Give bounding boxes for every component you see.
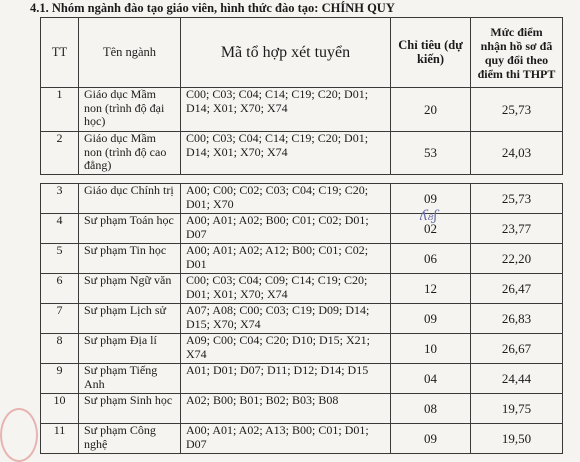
cell-ten-nganh: Giáo dục Chính trị [79,184,181,214]
cell-ma-to-hop: A01; D01; D07; D11; D12; D14; D15 [181,364,391,394]
cell-muc-diem: 19,50 [471,424,563,454]
cell-tt: 1 [41,88,79,132]
cell-chi-tieu: 09 [391,304,471,334]
cell-ma-to-hop: A07; A08; C00; C03; C19; D09; D14; D15; X70; X74 [181,304,391,334]
cell-ma-to-hop: C00; C03; C04; C14; C19; C20; D01; D14; X01; X70; X74 [181,132,391,175]
cell-chi-tieu: 09 [391,424,471,454]
seal-stamp-edge [0,408,38,462]
table-header-row [41,18,563,88]
cell-ten-nganh: Sư phạm Toán học [79,214,181,244]
cell-muc-diem: 24,03 [471,132,563,175]
cell-ma-to-hop: A00; A01; A02; A13; B00; C01; D01; D07 [181,424,391,454]
cell-ma-to-hop: A00; A01; A02; A12; B00; C01; C02; D01 [181,244,391,274]
cell-chi-tieu: 04 [391,364,471,394]
admission-table-2 [40,183,563,454]
cell-chi-tieu: 09 [391,184,471,214]
header-chi-tieu: Chỉ tiêu (dự kiến) [391,18,471,88]
cell-tt: 3 [41,184,79,214]
header-ma-to-hop: Mã tổ hợp xét tuyển [181,18,391,88]
header-ten-nganh: Tên ngành [79,18,181,88]
cell-chi-tieu: 20 [391,88,471,132]
cell-ten-nganh: Giáo dục Mầm non (trình độ đại học) [79,88,181,132]
cell-tt: 9 [41,364,79,394]
cell-ma-to-hop: A00; C00; C02; C03; C04; C19; C20; D01; X70 [181,184,391,214]
table-row [41,304,563,334]
header-muc-diem: Mức điểm nhận hồ sơ đã quy đổi theo điểm thi THPT [471,18,563,88]
cell-muc-diem: 19,75 [471,394,563,424]
cell-tt: 11 [41,424,79,454]
cell-ten-nganh: Sư phạm Sinh học [79,394,181,424]
cell-tt: 10 [41,394,79,424]
table-row [41,214,563,244]
cell-muc-diem: 26,67 [471,334,563,364]
cell-chi-tieu: 06 [391,244,471,274]
header-tt: TT [41,18,79,88]
cell-chi-tieu: 10 [391,334,471,364]
cell-chi-tieu: 53 [391,132,471,175]
cell-muc-diem: 22,20 [471,244,563,274]
cell-chi-tieu: 08 [391,394,471,424]
handwritten-mark: ʎ₈ʃ [420,208,438,224]
cell-muc-diem: 23,77 [471,214,563,244]
cell-muc-diem: 26,47 [471,274,563,304]
cell-ma-to-hop: A02; B00; B01; B02; B03; B08 [181,394,391,424]
cell-muc-diem: 26,83 [471,304,563,334]
table-row [41,364,563,394]
admission-table-1 [40,17,563,175]
cell-tt: 4 [41,214,79,244]
cell-ten-nganh: Giáo dục Mầm non (trình độ cao đẳng) [79,132,181,175]
cell-ten-nganh: Sư phạm Tin học [79,244,181,274]
cell-muc-diem: 25,73 [471,88,563,132]
table-row [41,184,563,214]
cell-ma-to-hop: A09; C00; C04; C20; D10; D15; X21; X74 [181,334,391,364]
cell-ma-to-hop: C00; C03; C04; C14; C19; C20; D01; D14; X01; X70; X74 [181,88,391,132]
cell-ten-nganh: Sư phạm Ngữ văn [79,274,181,304]
table-row [41,424,563,454]
table-row [41,394,563,424]
cell-chi-tieu: 12 [391,274,471,304]
section-heading: 4.1. Nhóm ngành đào tạo giáo viên, hình thức đào tạo: CHÍNH QUY [30,1,395,15]
cell-ma-to-hop: A00; A01; A02; B00; C01; C02; D01; D07 [181,214,391,244]
cell-chi-tieu: 02 [391,214,471,244]
table-row [41,244,563,274]
cell-tt: 7 [41,304,79,334]
cell-ten-nganh: Sư phạm Lịch sử [79,304,181,334]
table-row [41,132,563,175]
table-row [41,274,563,304]
cell-ten-nganh: Sư phạm Tiếng Anh [79,364,181,394]
cell-tt: 6 [41,274,79,304]
cell-muc-diem: 25,73 [471,184,563,214]
cell-ma-to-hop: C00; C03; C04; C09; C14; C19; C20; D01; X01; X70; X74 [181,274,391,304]
table-row [41,334,563,364]
cell-muc-diem: 24,44 [471,364,563,394]
cell-ten-nganh: Sư phạm Địa lí [79,334,181,364]
table-row [41,88,563,132]
cell-tt: 5 [41,244,79,274]
cell-tt: 8 [41,334,79,364]
cell-tt: 2 [41,132,79,175]
cell-ten-nganh: Sư phạm Công nghệ [79,424,181,454]
